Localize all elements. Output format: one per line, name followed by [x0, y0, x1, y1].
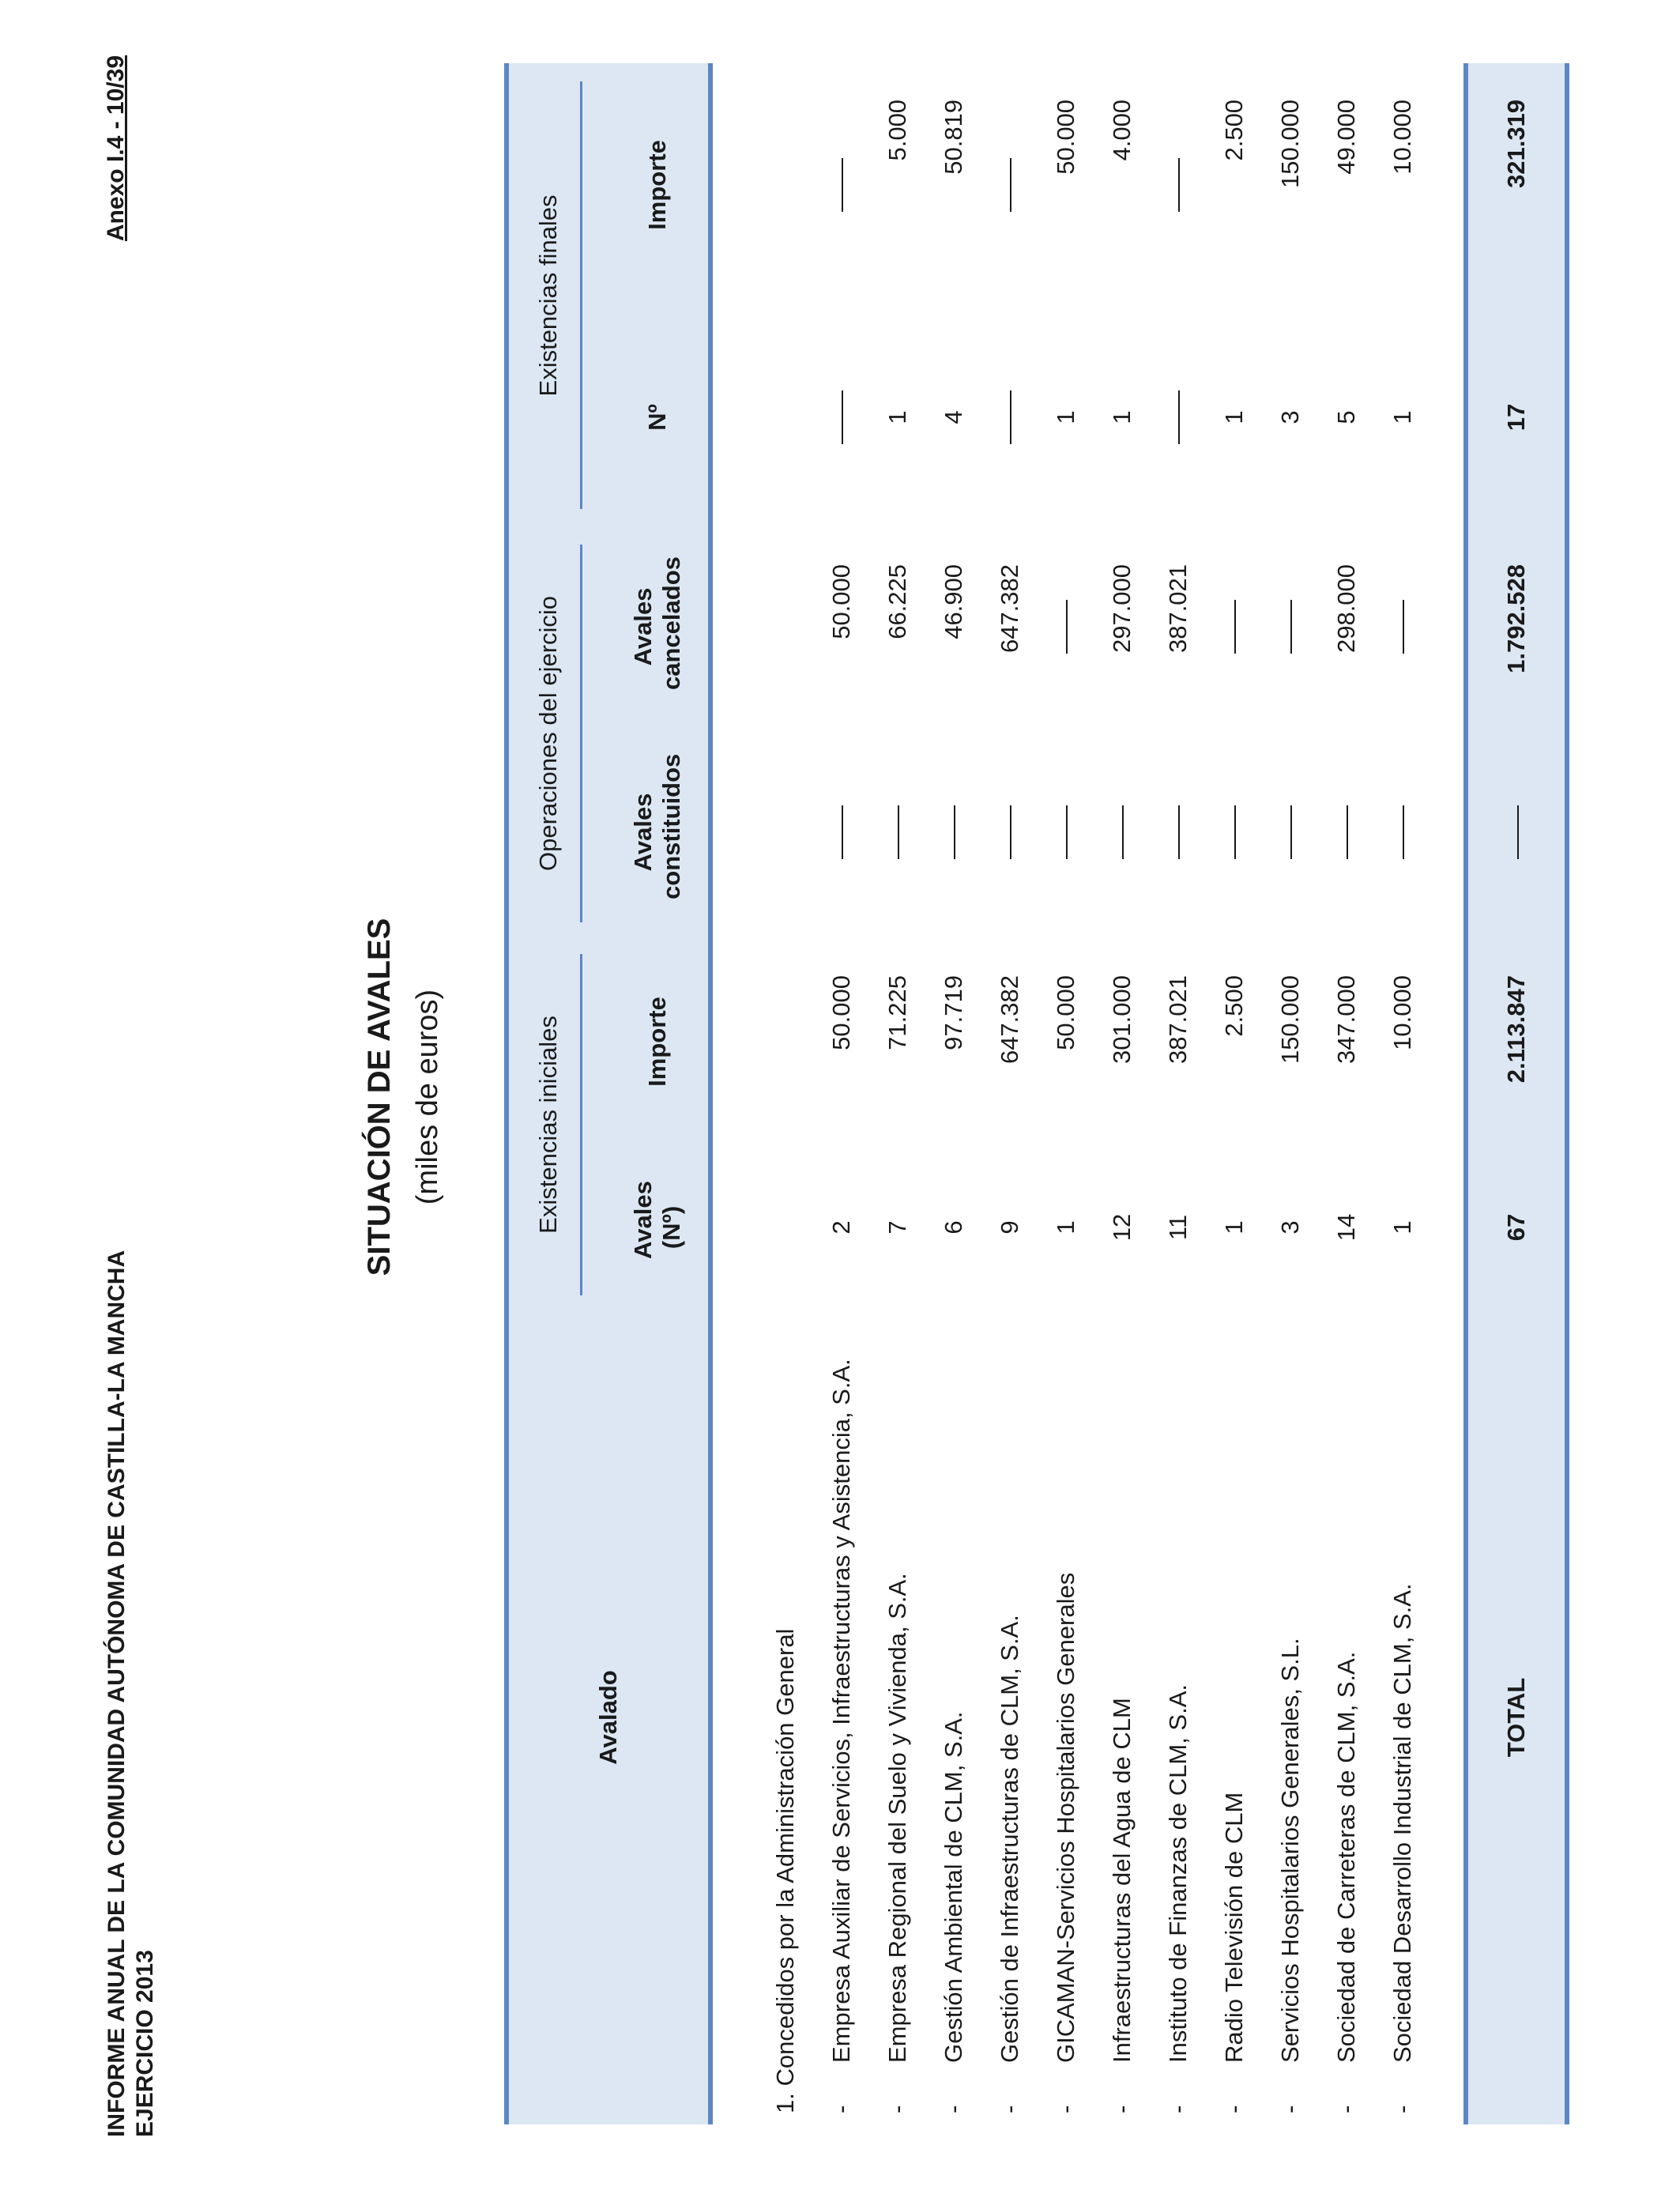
header-importe-finales: Importe: [607, 63, 710, 307]
table-row: [1150, 63, 1206, 2124]
avalado-name-text: Servicios Hospitalarios Generales, S.L.: [1275, 1638, 1304, 2063]
cell-ini-n: 12: [1107, 1213, 1136, 1242]
cell-ini-n: 11: [1163, 1214, 1192, 1241]
cell-ini-n: 7: [883, 1220, 911, 1235]
dash-mark: [898, 805, 899, 859]
row-dash: -: [939, 2105, 967, 2113]
cell-fin-importe: 50.819: [939, 99, 967, 175]
cell-ini-n: 3: [1275, 1220, 1304, 1235]
cell-cancelados: 50.000: [827, 564, 855, 639]
cell-fin-n: [813, 307, 869, 528]
cell-ini-n: 14: [1332, 1213, 1360, 1242]
cell-ini-importe: 71.225: [883, 974, 911, 1050]
section-row: [757, 63, 813, 2124]
avalado-name: [1318, 1310, 1374, 2124]
dash-mark: [1066, 805, 1068, 859]
dash-mark: [842, 805, 843, 859]
dash-mark: [1347, 805, 1348, 859]
cell-fin-importe: 5.000: [883, 99, 911, 161]
header-avalado: Avalado: [507, 1310, 710, 2124]
dash-mark: [1403, 805, 1404, 859]
cell-ini-importe: 50.000: [1051, 974, 1079, 1050]
avalado-name: [1206, 1310, 1262, 2124]
cell-constituidos: [1038, 726, 1094, 939]
row-dash: -: [1219, 2105, 1248, 2113]
cell-constituidos: [1318, 726, 1374, 939]
cell-cancelados: 298.000: [1332, 564, 1360, 654]
row-dash: -: [1275, 2105, 1304, 2113]
total-ini-importe: 2.113.847: [1466, 939, 1567, 1144]
cell-constituidos: [813, 726, 869, 939]
total-label: TOTAL: [1466, 1310, 1567, 2124]
cell-cancelados: 66.225: [883, 564, 911, 639]
table-row: [1206, 63, 1262, 2124]
header-existencias-finales: Existencias finales: [507, 63, 607, 528]
cell-cancelados: 387.021: [1163, 564, 1192, 654]
dash-mark: [1234, 805, 1236, 859]
cell-fin-n: 1: [1107, 410, 1136, 424]
report-year: EJERCICIO 2013: [132, 1950, 158, 2137]
avalado-name-text: Instituto de Finanzas de CLM, S.A.: [1163, 1683, 1192, 2063]
total-constituidos: [1466, 726, 1567, 939]
total-fin-importe: 321.319: [1466, 63, 1567, 307]
cell-ini-importe: 50.000: [827, 974, 855, 1050]
cell-ini-importe: 387.021: [1163, 974, 1192, 1065]
cell-fin-n: 3: [1275, 410, 1304, 424]
cell-constituidos: [1262, 726, 1318, 939]
avalado-name-text: Gestión de Infraestructuras de CLM, S.A.: [995, 1615, 1023, 2063]
avalado-name: [1150, 1310, 1206, 2124]
cell-cancelados: [1374, 528, 1430, 726]
cell-fin-importe: [1150, 63, 1206, 307]
avalado-name: [1374, 1310, 1430, 2124]
dash-mark: [1178, 390, 1180, 444]
dash-mark: [1178, 805, 1180, 859]
avalado-name-text: Gestión Ambiental de CLM, S.A.: [939, 1711, 967, 2063]
annex-label: Anexo I.4 - 10/39: [103, 55, 129, 242]
cell-ini-importe: 647.382: [995, 974, 1023, 1065]
table-row: [1374, 63, 1430, 2124]
cell-fin-n: 4: [939, 410, 967, 424]
avalado-name: [925, 1310, 981, 2124]
cell-ini-n: 6: [939, 1220, 967, 1235]
avales-table-container: [504, 63, 1569, 2124]
avalado-name: [1094, 1310, 1150, 2124]
avales-table: [504, 63, 1569, 2124]
dash-mark: [1290, 600, 1292, 654]
dash-mark: [842, 390, 843, 444]
cell-ini-n: 2: [827, 1220, 855, 1235]
header-operaciones-ejercicio: Operaciones del ejercicio: [507, 528, 607, 939]
cell-fin-importe: 2.500: [1219, 99, 1248, 161]
table-row: [1038, 63, 1094, 2124]
header-avales-n: Avales (Nº): [607, 1144, 710, 1310]
cell-ini-n: 1: [1051, 1220, 1079, 1235]
dash-mark: [1178, 158, 1180, 212]
avalado-name: [1262, 1310, 1318, 2124]
dash-mark: [1122, 805, 1124, 859]
cell-ini-n: 1: [1388, 1220, 1416, 1235]
header-n-finales: Nº: [607, 307, 710, 528]
row-dash: -: [1051, 2105, 1079, 2113]
dash-mark: [1517, 805, 1519, 859]
table-row: [1262, 63, 1318, 2124]
cell-fin-importe: [813, 63, 869, 307]
gap-row: [1430, 63, 1466, 2124]
table-row: [925, 63, 981, 2124]
row-dash: -: [1332, 2105, 1360, 2113]
cell-fin-importe: 50.000: [1051, 99, 1079, 175]
dash-mark: [1010, 805, 1011, 859]
header-importe-iniciales: Importe: [607, 939, 710, 1144]
cell-constituidos: [1206, 726, 1262, 939]
dash-mark: [1234, 600, 1236, 654]
cell-fin-n: 1: [1219, 410, 1248, 424]
total-row: [1466, 63, 1567, 2124]
header-avales-constituidos: Avales constituidos: [607, 726, 710, 939]
cell-ini-n: 9: [995, 1220, 1023, 1235]
cell-constituidos: [1150, 726, 1206, 939]
row-dash: -: [995, 2105, 1023, 2113]
cell-ini-importe: 10.000: [1388, 974, 1416, 1050]
cell-fin-importe: [981, 63, 1038, 307]
avalado-name-text: Empresa Auxiliar de Servicios, Infraestructuras y Asistencia, S.A.: [827, 1359, 855, 2063]
dash-mark: [1066, 600, 1068, 654]
cell-constituidos: [925, 726, 981, 939]
dash-mark: [1010, 158, 1011, 212]
avalado-name-text: Sociedad Desarrollo Industrial de CLM, S.A.: [1388, 1583, 1416, 2063]
cell-cancelados: 46.900: [939, 564, 967, 639]
header-avales-cancelados: Avales cancelados: [607, 528, 710, 726]
cell-ini-n: 1: [1219, 1220, 1248, 1235]
cell-fin-n: [1150, 307, 1206, 528]
header-existencias-iniciales: Existencias iniciales: [507, 939, 607, 1310]
row-dash: -: [1163, 2105, 1192, 2113]
report-header: [103, 1250, 160, 2137]
cell-fin-n: 1: [1051, 410, 1079, 424]
cell-constituidos: [1094, 726, 1150, 939]
row-dash: -: [883, 2105, 911, 2113]
cell-ini-importe: 301.000: [1107, 974, 1136, 1065]
cell-fin-n: 5: [1332, 410, 1360, 424]
cell-fin-n: 1: [883, 410, 911, 424]
cell-constituidos: [869, 726, 925, 939]
row-dash: -: [827, 2105, 855, 2113]
gap-cell: [1430, 63, 1466, 2124]
total-ini-n: 67: [1466, 1144, 1567, 1310]
avalado-name-text: Sociedad de Carreteras de CLM, S.A.: [1332, 1651, 1360, 2063]
page-subtitle: (miles de euros): [411, 989, 444, 1205]
table-body: [710, 63, 1567, 2124]
cell-fin-importe: 150.000: [1275, 99, 1304, 189]
cell-cancelados: [1038, 528, 1094, 726]
cell-cancelados: 647.382: [995, 564, 1023, 654]
cell-fin-importe: 10.000: [1388, 99, 1416, 175]
dash-mark: [1403, 600, 1404, 654]
cell-constituidos: [981, 726, 1038, 939]
dash-mark: [954, 805, 955, 859]
total-cancelados: 1.792.528: [1466, 528, 1567, 726]
avalado-name: [869, 1310, 925, 2124]
cell-fin-n: [981, 307, 1038, 528]
table-row: [1318, 63, 1374, 2124]
table-row: [813, 63, 869, 2124]
cell-cancelados: [1206, 528, 1262, 726]
table-row: [869, 63, 925, 2124]
avalado-name-text: Radio Televisión de CLM: [1219, 1792, 1248, 2063]
cell-fin-importe: 4.000: [1107, 99, 1136, 161]
dash-mark: [1290, 805, 1292, 859]
cell-ini-importe: 150.000: [1275, 974, 1304, 1065]
cell-constituidos: [1374, 726, 1430, 939]
cell-cancelados: 297.000: [1107, 564, 1136, 654]
table-row: [981, 63, 1038, 2124]
avalado-name: [813, 1310, 869, 2124]
cell-fin-importe: 49.000: [1332, 99, 1360, 175]
section-label: 1. Concedidos por la Administración General: [770, 1628, 799, 2113]
dash-mark: [1010, 390, 1011, 444]
cell-cancelados: [1262, 528, 1318, 726]
dash-mark: [842, 158, 843, 212]
row-dash: -: [1107, 2105, 1136, 2113]
cell-ini-importe: 347.000: [1332, 974, 1360, 1065]
avalado-name: [981, 1310, 1038, 2124]
total-fin-n: 17: [1466, 307, 1567, 528]
avalado-name: [1038, 1310, 1094, 2124]
avalado-name-text: Infraestructuras del Agua de CLM: [1107, 1698, 1136, 2063]
avalado-name-text: Empresa Regional del Suelo y Vivienda, S.A.: [883, 1573, 911, 2063]
avalado-name-text: GICAMAN-Servicios Hospitalarios Generales: [1051, 1572, 1079, 2063]
cell-ini-importe: 97.719: [939, 974, 967, 1050]
cell-ini-importe: 2.500: [1219, 974, 1248, 1037]
cell-fin-n: 1: [1388, 410, 1416, 424]
report-title: INFORME ANUAL DE LA COMUNIDAD AUTÓNOMA DE CASTILLA-LA MANCHA: [104, 1250, 130, 2137]
table-row: [1094, 63, 1150, 2124]
page-title: SITUACIÓN DE AVALES: [362, 918, 397, 1276]
row-dash: -: [1388, 2105, 1416, 2113]
